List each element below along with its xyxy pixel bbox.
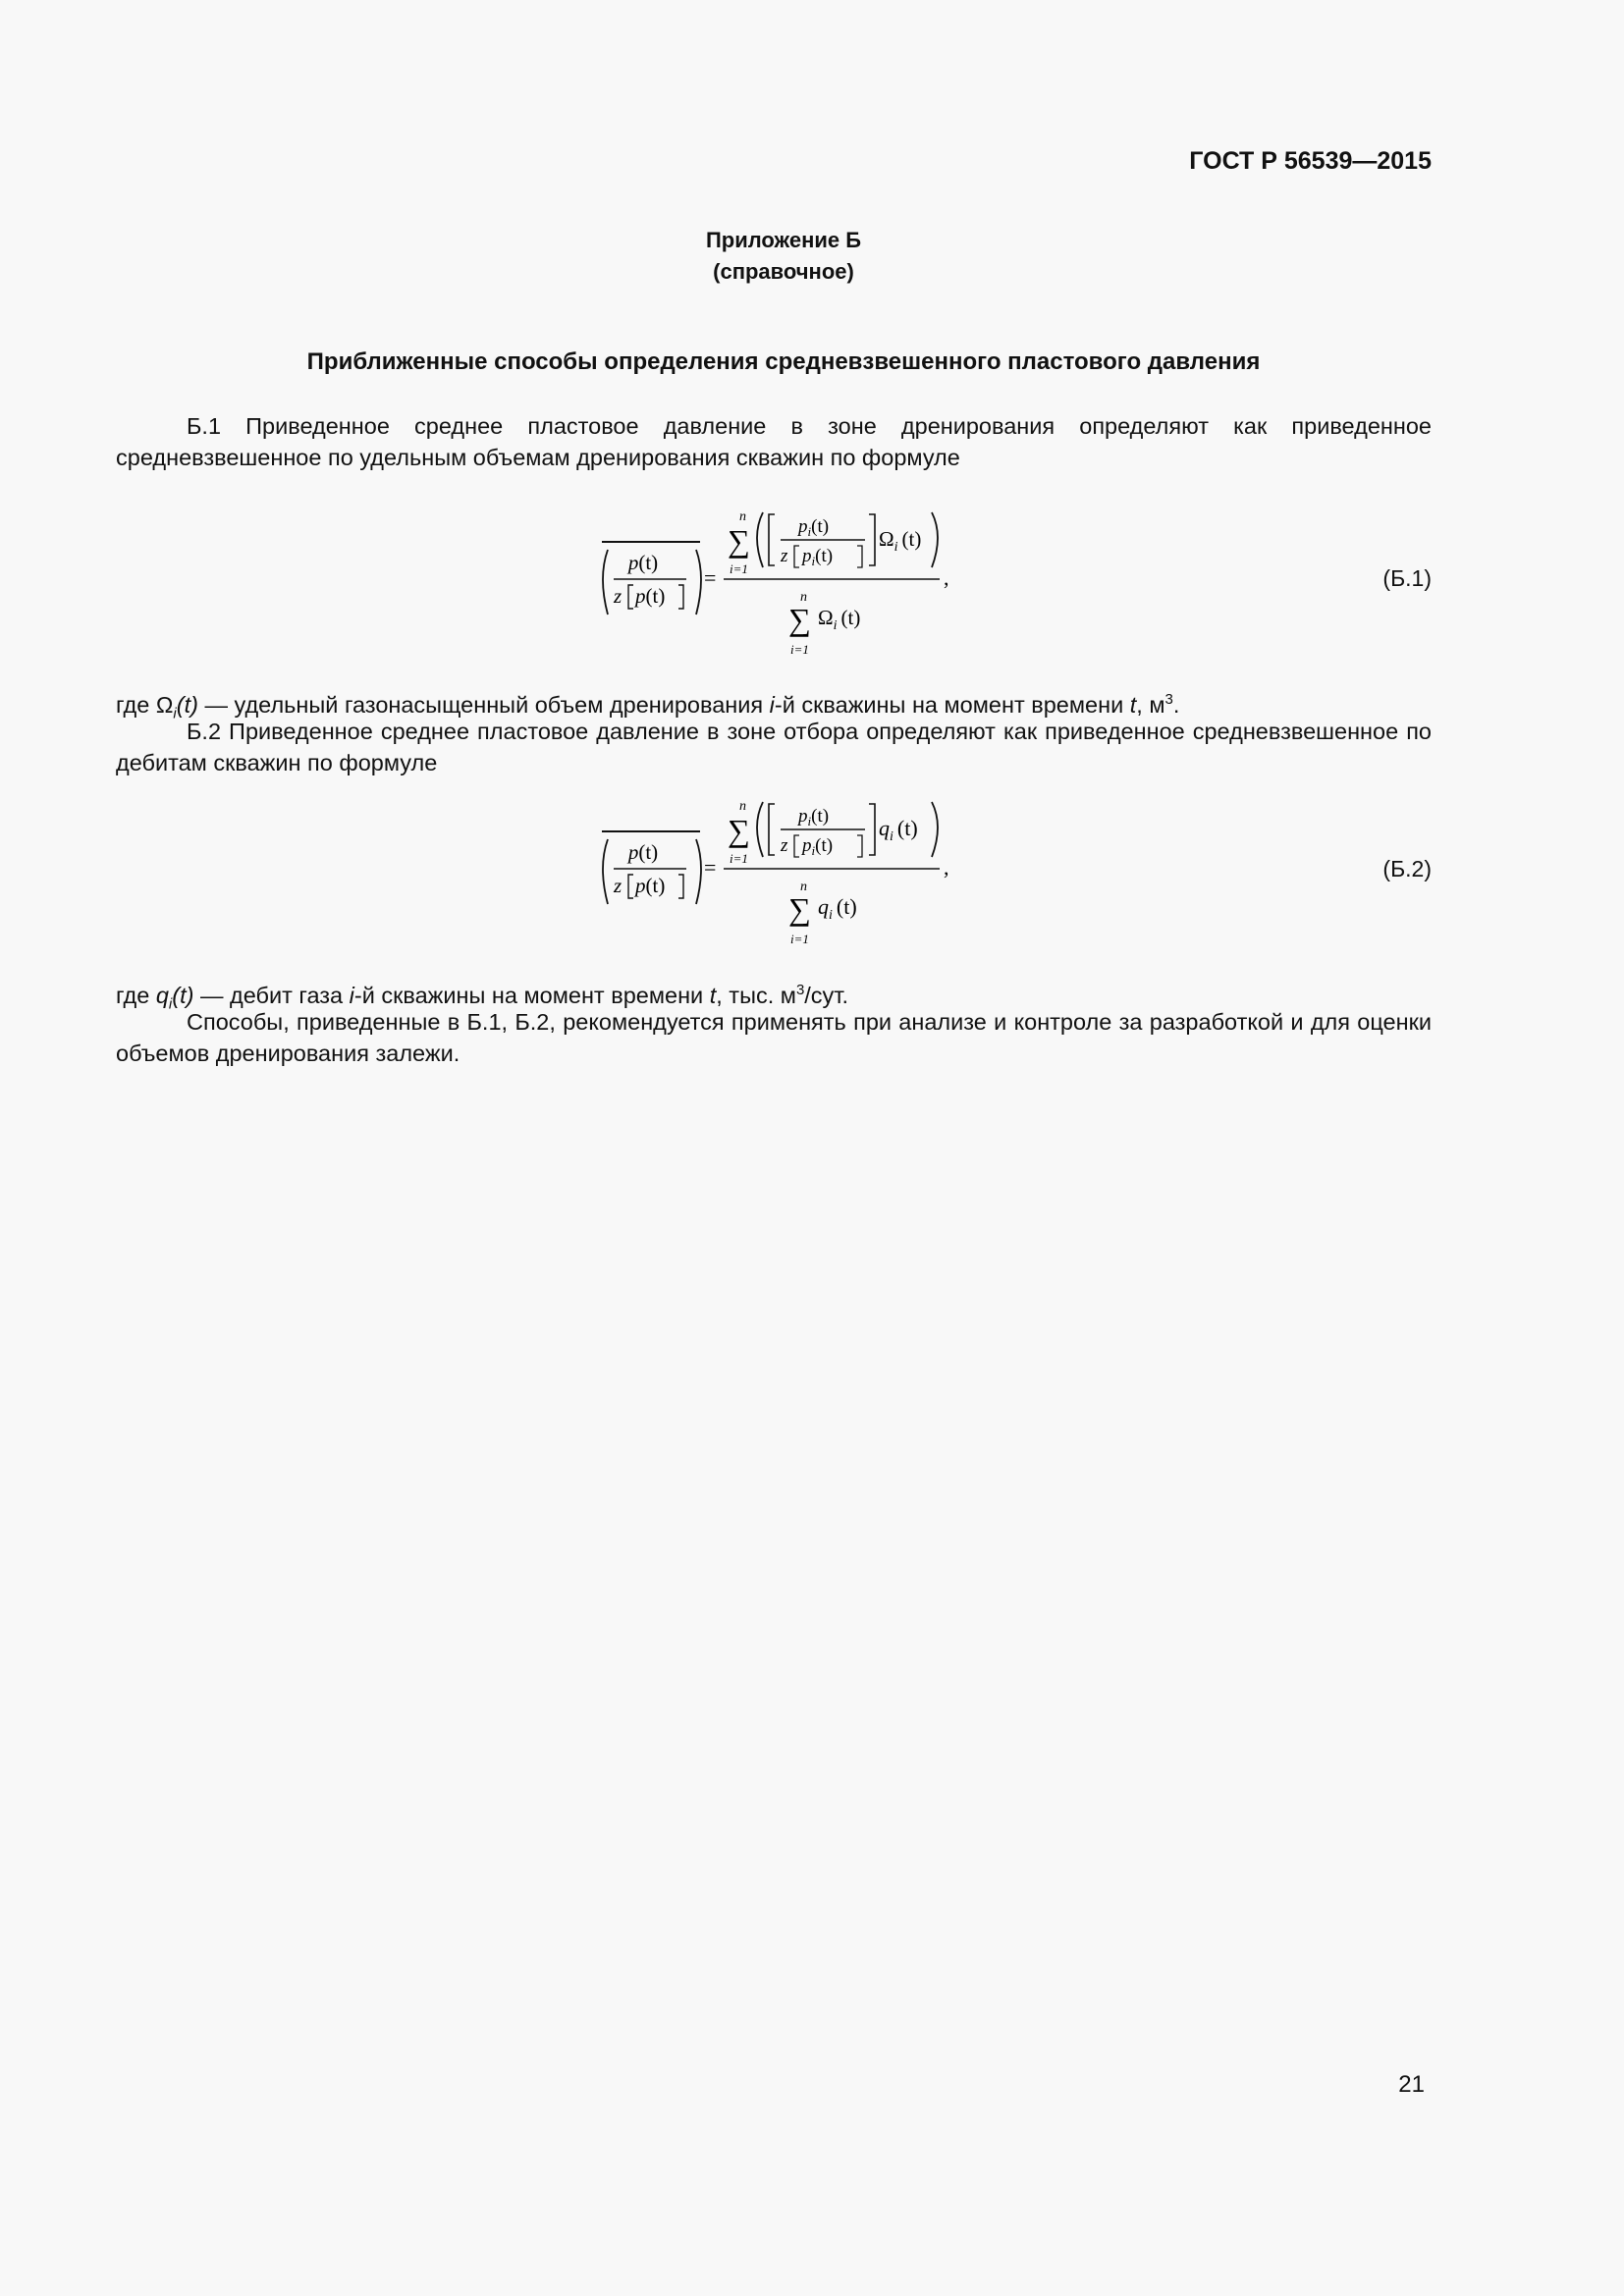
svg-text:∑: ∑ [728,523,750,559]
svg-text:n: n [800,590,807,605]
svg-text:z: z [614,584,623,608]
svg-text:z: z [614,874,623,897]
appendix-subtitle: (справочное) [713,259,854,284]
paragraph-closing: Способы, приведенные в Б.1, Б.2, рекомендуется применять при анализе и контроле за разработкой и для оценки объемов дренирования залежи. [116,1009,1432,1066]
svg-text:∑: ∑ [788,602,811,637]
svg-text:n: n [739,799,746,814]
formula-b2 [594,788,987,955]
svg-text:z: z [781,835,788,856]
svg-text:n: n [739,509,746,524]
svg-text:z: z [781,546,788,566]
document-code: ГОСТ Р 56539—2015 [1189,147,1432,175]
formula-b1-denominator [788,590,860,657]
svg-text:=: = [704,855,717,880]
svg-text:n: n [800,880,807,894]
svg-text:qi(t): $q_i$ (t) [818,894,857,923]
formula-b1-numerator [728,509,938,576]
svg-text:pi(t): $p_i(t)$ [798,806,830,828]
svg-text:qi(t): $q_i$ (t) [879,816,918,844]
svg-text:i=1: i=1 [790,642,809,657]
page-number: 21 [1398,2071,1425,2098]
svg-text:pi(t): $p_i(t)$ [802,546,834,568]
paragraph-b2-where: где $q_i(t)$ — дебит газа i-й скважины на момент времени t, тыс. $м^3$/сут. [116,982,848,1013]
paragraph-b1: Б.1 Приведенное среднее пластовое давление в зоне дренирования определяют как приведенное средневзвешенное по удельным объемам дренирования скважин по формуле [116,413,1432,470]
svg-text:i=1: i=1 [730,851,748,866]
section-title: Приближенные способы определения средневзвешенного пластового давления [306,348,1261,375]
svg-text:p(t): p(t) [627,840,659,864]
appendix-title: Приложение Б [705,228,862,252]
svg-text:p(t): p(t) [627,551,659,574]
formula-b2-denominator [788,880,857,946]
paragraph-b2: Б.2 Приведенное среднее пластовое давление в зоне отбора определяют как приведенное средневзвешенное по дебитам скважин по формуле [116,719,1432,775]
svg-text:pi(t): $p_i(t)$ [798,516,830,539]
svg-text:,: , [944,565,949,590]
svg-text:p(t): p(t) [635,874,666,897]
svg-text:p(t): p(t) [635,584,666,608]
paragraph-b1-where: где $\Omega_i(t)$ — удельный газонасыщенный объем дренирования i-й скважины на момент времени t, $м^3$. [116,691,1180,722]
svg-text:i=1: i=1 [730,561,748,576]
svg-text:=: = [704,565,717,590]
svg-text:Ωi(t): $\Omega_i$ (t) [818,606,861,633]
svg-text:,: , [944,855,949,880]
svg-text:Ωi(t): $\Omega_i$ (t) [879,527,922,555]
formula-b1-lhs [602,542,701,614]
formula-b2-numerator [728,799,938,866]
formula-b1 [594,499,987,666]
svg-text:pi(t): $p_i(t)$ [802,835,834,858]
formula-b2-lhs [602,831,701,904]
svg-text:i=1: i=1 [790,932,809,946]
svg-text:∑: ∑ [728,813,750,848]
svg-text:∑: ∑ [788,891,811,927]
formula-number-b2: (Б.2) [1382,856,1432,881]
formula-number-b1: (Б.1) [1382,565,1432,591]
